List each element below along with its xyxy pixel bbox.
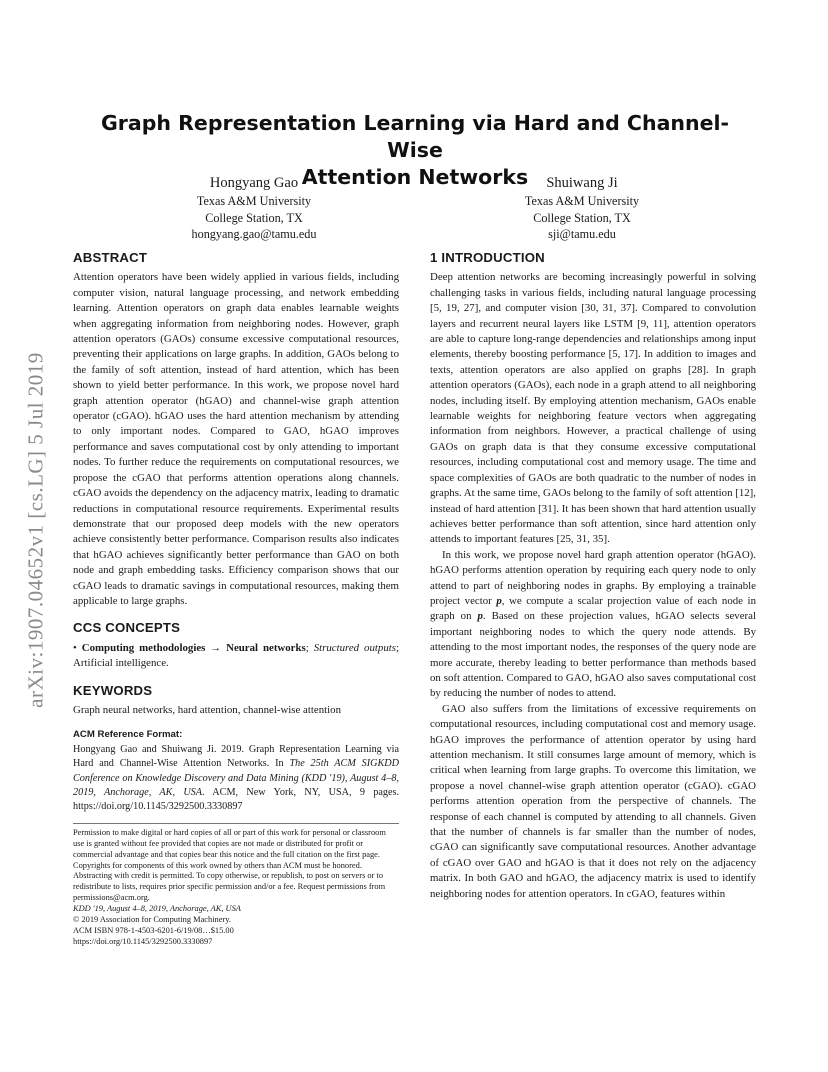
acm-reference-text — [73, 743, 399, 815]
author-email: hongyang.gao@tamu.edu — [191, 227, 317, 241]
author-block-2 — [452, 174, 712, 243]
ccs-primary: Computing methodologies → Neural networks — [81, 641, 306, 654]
vector-p: p — [477, 610, 483, 623]
doi-line: https://doi.org/10.1145/3292500.3330897 — [73, 936, 213, 946]
conference-line — [73, 904, 399, 915]
keywords-heading: KEYWORDS — [73, 682, 153, 698]
ccs-heading: CCS CONCEPTS — [73, 620, 181, 636]
isbn-line: ACM ISBN 978-1-4503-6201-6/19/08…$15.00 — [73, 925, 234, 935]
ccs-separator: ; — [305, 641, 314, 654]
author-name: Shuiwang Ji — [546, 175, 618, 191]
arxiv-sidebar-stamp — [12, 300, 60, 760]
intro-paragraph-2 — [430, 548, 756, 702]
intro-p2-part-b: , we compute a scalar projection value of each node in graph on — [430, 594, 756, 623]
intro-p2-part-a: In this work, we propose novel hard graph attention operator (hGAO). hGAO performs attention operation by requiring each query node to only attend to part of neighboring nodes in graphs. By employing a trainable project vector — [430, 548, 756, 607]
author-email: sji@tamu.edu — [548, 227, 616, 241]
author-location: College Station, TX — [205, 210, 303, 225]
ccs-tertiary: ; Artificial intelligence. — [73, 641, 399, 670]
author-location: College Station, TX — [533, 210, 631, 225]
introduction-heading: 1 INTRODUCTION — [430, 250, 545, 265]
copyright-line: © 2019 Association for Computing Machinery. — [73, 915, 231, 925]
ccs-secondary: Structured outputs — [313, 641, 396, 654]
title-line-2: Attention Networks — [301, 165, 529, 189]
abstract-text: Attention operators have been widely applied in various fields, including computer vision, natural language processing, and network embedding learning. Attention operators on graph data enables learnable weights when aggregating information from neighboring nodes. However, graph attention operators (GAOs) consume excessive computational resources, preventing their applications on large graphs. In addition, GAOs belong to the family of soft attention, instead of hard attention, which has been shown to yield better performance. In this work, we propose novel hard graph attention operator (hGAO) and channel-wise graph attention operator (cGAO). hGAO uses the hard attention mechanism by attending to only important nodes. Compared to GAO, hGAO improves performance and saves computational cost by only attending to important nodes. To further reduce the requirements on computational resources, we propose the cGAO that performs attention operations along channels. cGAO avoids the dependency on the adjacency matrix, leading to dramatic reductions in computational resource requirements. Experimental results demonstrate that our proposed deep models with the new operators achieve consistently better performance. Comparison results also indicates that hGAO achieves significantly better performance than GAO on both node and graph embedding tasks. Efficiency comparison shows that our cGAO leads to dramatic savings in computational resources, making them applicable to large graphs. — [73, 271, 399, 607]
acm-ref-publisher: . ACM, New York, NY, USA, 9 pages. https://doi.org/10.1145/3292500.3330897 — [73, 787, 399, 813]
author-name: Hongyang Gao — [209, 175, 299, 191]
permission-footnote — [73, 828, 399, 948]
acm-reference-heading: ACM Reference Format: — [73, 729, 183, 741]
ccs-bullet: • — [73, 641, 82, 654]
author-block-1 — [124, 174, 384, 243]
intro-p2-part-c: . Based on these projection values, hGAO selects several important neighboring nodes to which the query node attends. By attending to the most important nodes, the responses of the query node are more accurate, thereby leading to better performance than methods based on soft attention. Compared to GAO, hGAO also saves computational cost by reducing the number of nodes to attend. — [430, 610, 756, 700]
permission-text: Permission to make digital or hard copies of all or part of this work for personal or classroom use is granted without fee provided that copies are not made or distributed for profit or commercial advantage and that copies bear this notice and the full citation on the first page. Copyrights for components of this work owned by others than ACM must be honored. Abstracting with credit is permitted. To copy otherwise, or republish, to post on servers or to redistribute to lists, requires prior specific permission and/or a fee. Request permissions from permissions@acm.org. — [73, 827, 386, 903]
title-line-1: Graph Representation Learning via Hard and Channel-Wise — [100, 111, 730, 162]
abstract-heading: ABSTRACT — [73, 250, 148, 265]
footnote-rule — [73, 823, 399, 824]
left-column — [73, 250, 399, 948]
keywords-text: Graph neural networks, hard attention, channel-wise attention — [73, 703, 341, 716]
acm-ref-venue: The 25th ACM SIGKDD Conference on Knowledge Discovery and Data Mining (KDD '19), August 4–8, 2019, Anchorage, AK, USA — [73, 758, 399, 798]
author-affiliation: Texas A&M University — [196, 194, 312, 208]
intro-paragraph-1: Deep attention networks are becoming increasingly powerful in solving challenging tasks in various fields, including natural language processing [5, 19, 27], and computer vision [30, 31, 37]. Compared to convolution layers and recurrent neural layers like LSTM [9, 11], attention operators are able to capture long-range dependencies and relationships among input elements, thereby boosting performance [5, 17]. In addition to images and texts, attention operators are also applied on graphs [28]. In graph attention operators (GAOs), each node in a graph attend to all neighboring nodes, including itself. By employing attention mechanism, GAOs enable learnable weights for neighboring feature vectors when aggregating information from neighbors. However, a practical challenge of using GAOs on graph data is that they consume excessive computational resources, including computational cost and memory usage. The time and space complexities of GAOs are both quadratic to the number of nodes in graphs. At the same time, GAOs belong to the family of soft attention [12], instead of hard attention [31]. It has been shown that hard attention usually achieves better performance than soft attention, since hard attention only attends to important features [25, 31, 35]. — [430, 271, 756, 546]
intro-paragraph-3: GAO also suffers from the limitations of excessive requirements on computational resources, including computational cost and memory usage. hGAO improves the performance of attention operator by using hard attention mechanism. It still consumes large amount of memory, which is critical when learning from large graphs. To overcome this limitation, we propose a novel channel-wise graph attention operator (cGAO). cGAO performs attention operation from the perspective of channels. The response of each channel is computed by attending to all channels. Given that the number of channels is far smaller than the number of nodes, cGAO can significantly save computational resources. Another advantage of cGAO over GAO and hGAO is that it does not rely on the adjacency matrix. In both GAO and hGAO, the adjacency matrix is used to identify neighboring nodes for attention operators. In cGAO, features within — [430, 702, 756, 900]
vector-p: p — [496, 594, 502, 607]
acm-ref-authors: Hongyang Gao and Shuiwang Ji. 2019. Graph Representation Learning via Hard and Channel-Wise Attention Networks. In — [73, 743, 399, 770]
author-affiliation: Texas A&M University — [524, 194, 640, 208]
right-column — [430, 250, 756, 902]
ccs-concepts — [73, 641, 399, 672]
conference-text: KDD '19, August 4–8, 2019, Anchorage, AK, USA — [73, 904, 241, 914]
arxiv-identifier: arXiv:1907.04652v1 [cs.LG] 5 Jul 2019 — [23, 352, 48, 708]
